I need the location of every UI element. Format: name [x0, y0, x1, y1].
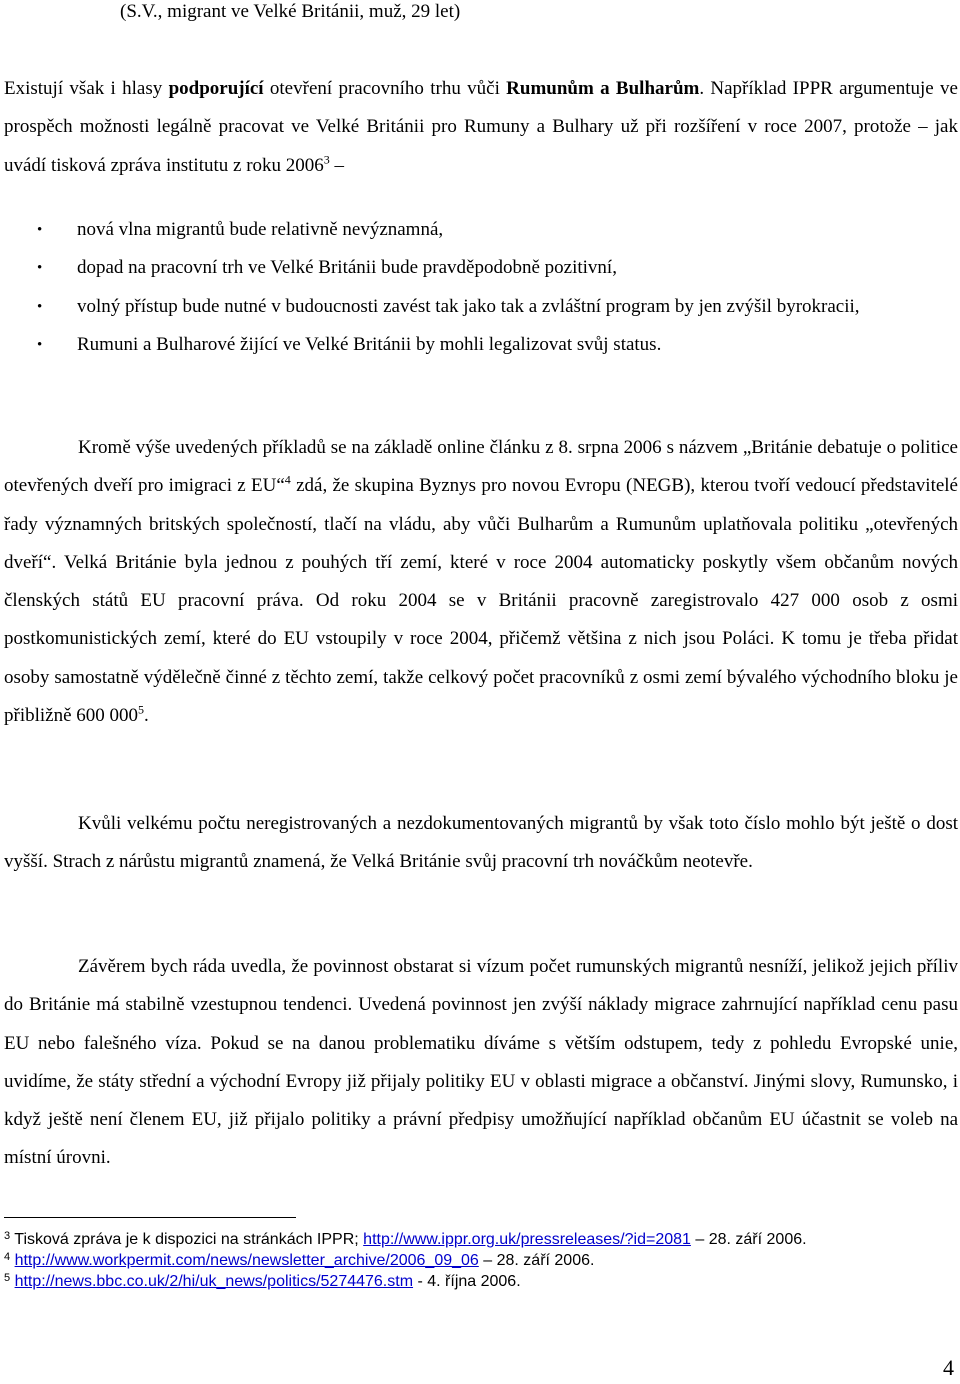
footnote-separator	[4, 1217, 296, 1218]
list-item: • nová vlna migrantů bude relativně nevýznamná,	[4, 211, 958, 249]
bold-romanians-bulgarians: Rumunům a Bulharům	[506, 78, 700, 99]
footnote-ref-3: 3	[323, 152, 330, 167]
list-item: • dopad na pracovní trh ve Velké Británii bude pravděpodobně pozitivní,	[4, 249, 958, 287]
list-item: • volný přístup bude nutné v budoucnosti zavést tak jako tak a zvláštní program by jen zvýšil byrokracii,	[4, 288, 958, 326]
paragraph-negb: Kromě výše uvedených příkladů se na základě online článku z 8. srpna 2006 s názvem „Británie debatuje o politice otevřených dveří pro imigraci z EU“$^4$ zdá, že skupina Byznys pro novou Evropu (NEGB), kterou tvoří vedoucí představitelé řady významných britských společností, tlačí na vládu, aby vůči Bulharům a Rumunům uplatňovala politiku „otevřených dveří“. Velká Británie byla jednou z pouhých tří zemí, které v roce 2004 automaticky poskytly všem občanům nových členských států EU pracovní práva. Od roku 2004 se v Británii pracovně zaregistrovalo 427 000 osob z osmi postkomunistických zemí, které do EU vstoupily v roce 2004, přičemž většina z nich jsou Poláci. K tomu je třeba přidat osoby samostatně výdělečně činné z těchto zemí, takže celkový počet pracovníků z osmi zemí bývalého východního bloku je přibližně 600 $000^5$.	[4, 437, 958, 727]
paragraph-ippr: Existují však i hlasy podporující otevření pracovního trhu vůči Rumunům a Bulharům. Například IPPR argumentuje ve prospěch možnosti legálně pracovat ve Velké Británii pro Rumuny a Bulhary už při rozšíření v roce 2007, protože – jak uvádí tisková zpráva institutu z roku 2006$^3$ –	[4, 78, 958, 176]
footnote-link-workpermit[interactable]: http://www.workpermit.com/news/newsletter_archive/2006_09_06	[14, 1252, 479, 1269]
page-number: 4	[943, 1355, 954, 1380]
bullet-icon: •	[37, 222, 43, 238]
footnote-3: $^3$ Tisková zpráva je k dispozici na stránkách IPPR; http://www.ippr.org.uk/pressreleases/?id=2081 – 28. září 2006.	[4, 1230, 807, 1248]
quote-attribution: (S.V., migrant ve Velké Británii, muž, 29 let)	[120, 1, 461, 22]
paragraph-conclusion: Závěrem bych ráda uvedla, že povinnost obstarat si vízum počet rumunských migrantů nesníží, jelikož jejich příliv do Británie má stabilně vzestupnou tendenci. Uvedená povinnost jen zvýší náklady migrace zahrnující například cenu pasu EU nebo falešného víza. Pokud se na danou problematiku díváme s větším odstupem, tedy z pohledu Evropské unie, uvidíme, že státy střední a východní Evropy již přijaly politiky EU v oblasti migrace a občanství. Jinými slovy, Rumunsko, i když ještě není členem EU, již přijalo politiky a právní předpisy umožňující například občanům EU účastnit se voleb na místní úrovni.	[4, 956, 958, 1169]
footnote-4: $^4$ http://www.workpermit.com/news/newsletter_archive/2006_09_06 – 28. září 2006.	[4, 1251, 595, 1269]
footnote-ref-5: 5	[138, 702, 145, 717]
bullet-icon: •	[37, 336, 43, 353]
footnote-link-ippr[interactable]: http://www.ippr.org.uk/pressreleases/?id=2081	[363, 1231, 691, 1248]
bullet-icon: •	[37, 298, 43, 315]
paragraph-unregistered: Kvůli velkému počtu neregistrovaných a nezdokumentovaných migrantů by však toto číslo mohlo být ještě o dost vyšší. Strach z nárůstu migrantů znamená, že Velká Británie svůj pracovní trh nováčkům neotevře.	[4, 813, 958, 873]
footnote-link-bbc[interactable]: http://news.bbc.co.uk/2/hi/uk_news/politics/5274476.stm	[14, 1273, 414, 1290]
arguments-list	[4, 211, 958, 364]
footnote-5: $^5$ http://news.bbc.co.uk/2/hi/uk_news/politics/5274476.stm - 4. října 2006.	[4, 1272, 521, 1290]
bold-supporting: podporující	[168, 78, 264, 99]
list-item: • Rumuni a Bulharové žijící ve Velké Británii by mohli legalizovat svůj status.	[4, 326, 958, 364]
footnote-ref-4: 4	[284, 472, 291, 487]
bullet-icon: •	[37, 260, 43, 277]
